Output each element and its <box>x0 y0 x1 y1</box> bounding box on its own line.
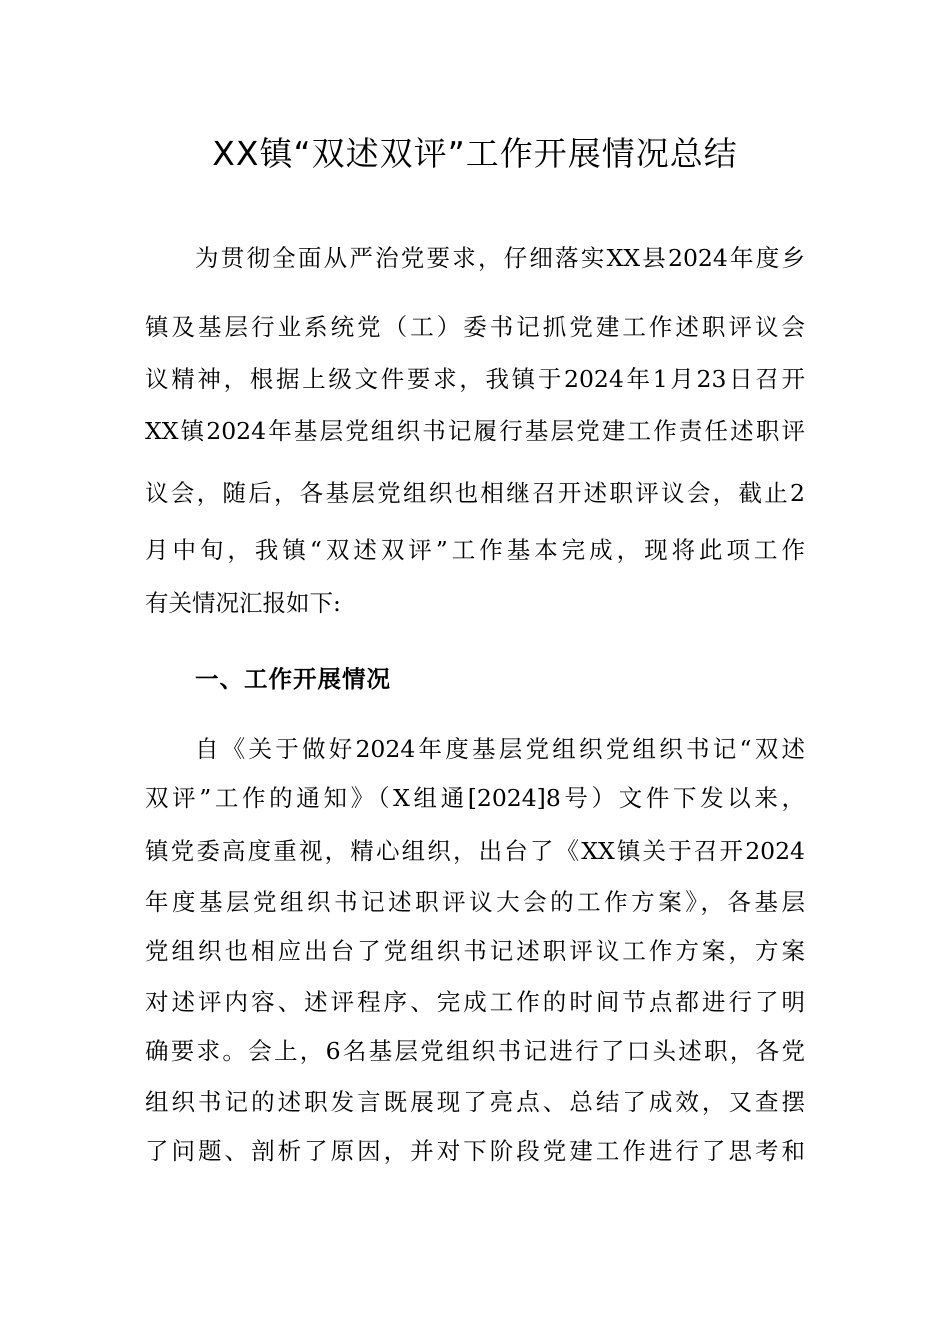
section-heading: 一、工作开展情况 <box>195 665 391 693</box>
page-title: XX镇“双述双评”工作开展情况总结 <box>212 134 738 173</box>
intro-line: XX镇2024年基层党组织书记履行基层党建工作责任述职评 <box>145 417 805 445</box>
intro-line: 有关情况汇报如下: <box>145 589 341 617</box>
body-line: 年度基层党组织书记述职评议大会的工作方案》，各基层 <box>145 888 805 916</box>
body-line: 双评”工作的通知》（X组通[2024]8号）文件下发以来， <box>145 784 805 812</box>
body-line: 镇党委高度重视，精心组织，出台了《XX镇关于召开2024 <box>145 837 805 865</box>
intro-line: 月中旬，我镇“双述双评”工作基本完成，现将此项工作 <box>145 536 805 564</box>
intro-line: 为贯彻全面从严治党要求，仔细落实XX县2024年度乡 <box>195 244 805 272</box>
body-line: 自《关于做好2024年度基层党组织党组织书记“双述 <box>195 735 805 763</box>
body-line: 组织书记的述职发言既展现了亮点、总结了成效，又查摆 <box>145 1088 805 1116</box>
intro-line: 议会，随后，各基层党组织也相继召开述职评议会，截止2 <box>145 479 805 507</box>
body-line: 确要求。会上，6名基层党组织书记进行了口头述职，各党 <box>145 1037 805 1065</box>
body-line: 了问题、剖析了原因，并对下阶段党建工作进行了思考和 <box>145 1137 805 1165</box>
body-line: 党组织也相应出台了党组织书记述职评议工作方案，方案 <box>145 937 805 965</box>
intro-line: 镇及基层行业系统党（工）委书记抓党建工作述职评议会 <box>145 313 805 341</box>
body-line: 对述评内容、述评程序、完成工作的时间节点都进行了明 <box>145 988 805 1016</box>
intro-line: 议精神，根据上级文件要求，我镇于2024年1月23日召开 <box>145 365 805 393</box>
